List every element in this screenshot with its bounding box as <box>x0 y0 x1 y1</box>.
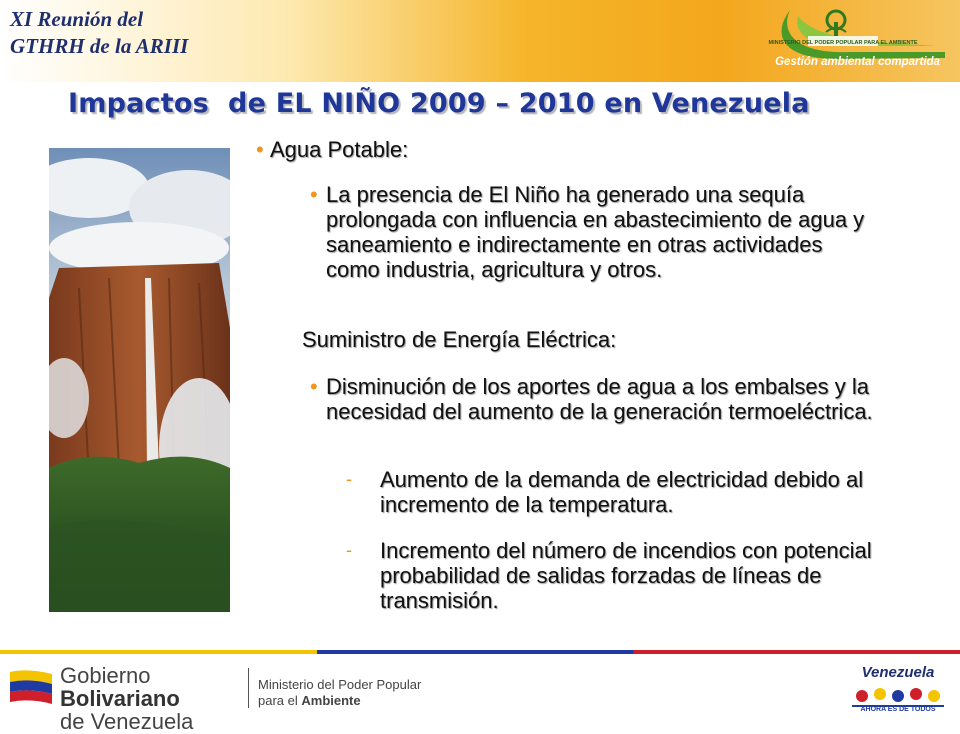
energia-point: Disminución de los aportes de agua a los embalses y la necesidad del aumento de la generación termoeléctrica. <box>326 374 873 424</box>
bullet-icon: • <box>310 182 318 207</box>
slide-title: Impactos de EL NIÑO 2009 – 2010 en Venezuela <box>68 88 810 119</box>
gov-line1: Gobierno <box>60 663 151 688</box>
footer-ministry-line2-prefix: para el <box>258 693 298 708</box>
meeting-title <box>10 6 270 60</box>
venezuela-wordmark: Venezuela <box>861 664 935 681</box>
meeting-title-line1: XI Reunión del <box>10 7 144 31</box>
gobierno-bolivariano-label <box>60 664 260 733</box>
footer-ministry-line1: Ministerio del Poder Popular <box>258 677 422 692</box>
meeting-title-line2: GTHRH de la ARIII <box>10 34 189 58</box>
ministry-tagline: Gestión ambiental compartida <box>775 56 940 68</box>
sub-point-fires: Incremento del número de incendios con potencial probabilidad de salidas forzadas de líneas de transmisión. <box>380 538 872 613</box>
bullet-icon: • <box>310 374 318 399</box>
footer-flag-stripe <box>0 650 960 654</box>
footer-ministry-label <box>258 677 458 709</box>
waterfall-photo <box>49 148 230 612</box>
section-energia-label: Suministro de Energía Eléctrica: <box>302 327 617 352</box>
venezuela-slogan: AHORA ES DE TODOS <box>860 706 936 713</box>
sub-point-demand: Aumento de la demanda de electricidad debido al incremento de la temperatura. <box>380 467 864 517</box>
waterfall-photo-icon <box>49 148 230 612</box>
venezuela-flag-icon <box>8 668 54 708</box>
dash-bullet-icon: - <box>346 469 352 489</box>
agua-potable-point: La presencia de El Niño ha generado una sequía prolongada con influencia en abastecimiento de agua y saneamiento e indirectamente en otras actividades como industria, agricultura y otros. <box>326 182 865 282</box>
gov-line1-bold: Bolivariano <box>60 686 180 711</box>
footer-divider <box>248 668 249 708</box>
section-agua-potable-label: Agua Potable: <box>270 137 409 162</box>
footer-ministry-line2-bold: Ambiente <box>301 693 361 708</box>
ministry-logo-text: MINISTERIO DEL PODER POPULAR PARA EL AMBIENTE <box>768 40 918 46</box>
dash-bullet-icon: - <box>346 540 352 560</box>
gov-line2: de Venezuela <box>60 709 194 734</box>
bullet-icon: • <box>256 137 264 162</box>
